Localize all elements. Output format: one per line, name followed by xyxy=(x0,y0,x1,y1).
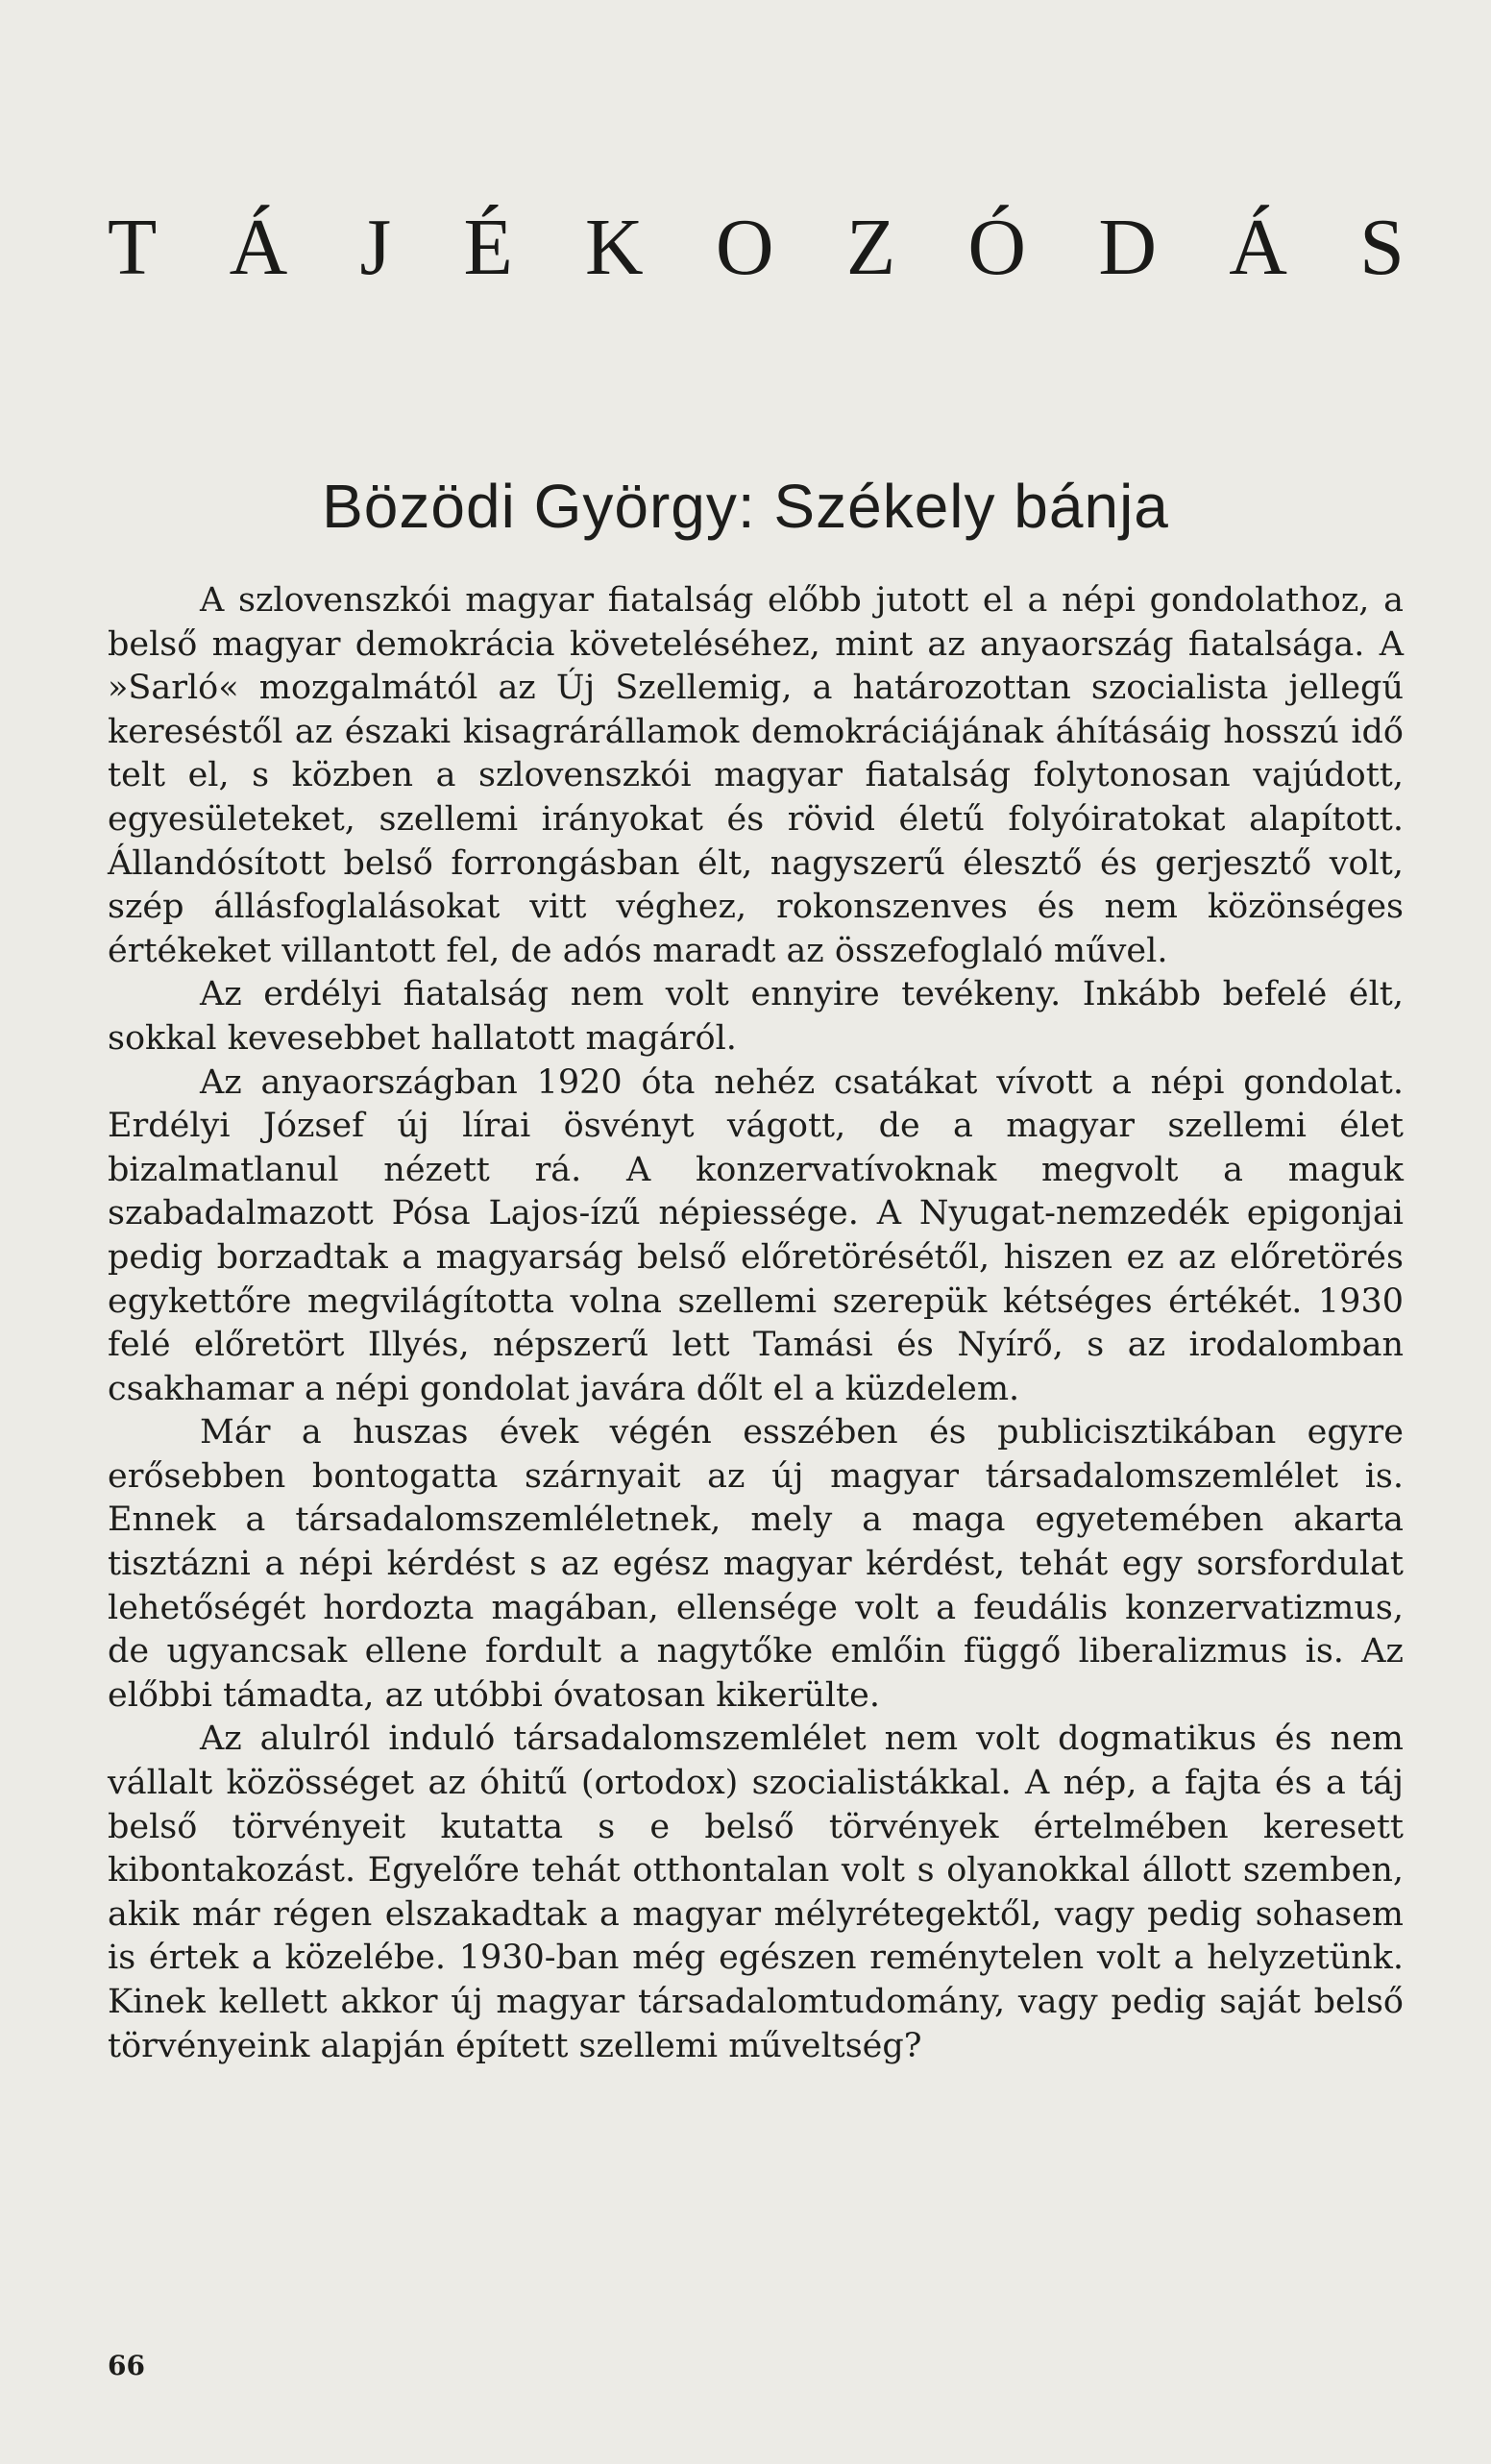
section-title-letter: T xyxy=(108,203,158,292)
section-title-letter: Ó xyxy=(967,203,1027,292)
paragraph: A szlovenszkói magyar fiatalság előbb jutott el a népi gondolathoz, a belső magyar demokrácia követeléséhez, mint az anyaország fiatalsága. A »Sarló« mozgalmától az Új Szellemig, a határozottan szocialista jellegű kereséstől az északi kisagrárállamok demokráciájának áhításáig hosszú idő telt el, s közben a szlovenszkói magyar fiatalság folytonosan vajúdott, egyesületeket, szellemi irányokat és rövid életű folyóiratokat alapított. Állandósított belső forrongásban élt, nagyszerű élesztő és gerjesztő volt, szép állásfoglalásokat vitt véghez, rokonszenves és nem közönséges értékeket villantott fel, de adós maradt az összefoglaló művel. xyxy=(108,581,1404,970)
section-title-letter: K xyxy=(585,203,644,292)
section-title xyxy=(108,200,1405,296)
section-title-letter: D xyxy=(1098,203,1157,292)
section-title-letter: O xyxy=(715,203,774,292)
paragraph: Az erdélyi fiatalság nem volt ennyire tevékeny. Inkább befelé élt, sokkal kevesebbet hallatott magáról. xyxy=(108,975,1404,1058)
paragraph: Már a huszas évek végén esszében és publicisztikában egyre erősebben bontogatta szárnyait az új magyar társadalomszemlélet is. Ennek a társadalomszemléletnek, mely a maga egyetemében akarta tisztázni a népi kérdést s az egész magyar kérdést, tehát egy sorsfordulat lehetőségét hordozta magában, ellensége volt a feudális konzervatizmus, de ugyancsak ellene fordult a nagytőke emlőin függő liberalizmus is. Az előbbi támadta, az utóbbi óvatosan kikerülte. xyxy=(108,1413,1404,1715)
section-title-letter: Á xyxy=(229,203,288,292)
paragraph: Az alulról induló társadalomszemlélet nem volt dogmatikus és nem vállalt közösséget az óhitű (ortodox) szocialistákkal. A nép, a fajta és a táj belső törvényeit kutatta s e belső törvények értelmében keresett kibontakozást. Egyelőre tehát otthontalan volt s olyanokkal állott szemben, akik már régen elszakadtak a magyar mélyrétegektől, vagy pedig sohasem is értek a közelébe. 1930-ban még egészen reménytelen volt a helyzetünk. Kinek kellett akkor új magyar társadalomtudomány, vagy pedig saját belső törvényeink alapján épített szellemi műveltség? xyxy=(108,1720,1404,2065)
page-number: 66 xyxy=(108,2350,145,2381)
section-title-letter: É xyxy=(463,203,513,292)
section-title-letter: S xyxy=(1359,203,1405,292)
article-body xyxy=(108,579,1404,2068)
section-title-letter: Z xyxy=(845,203,896,292)
article-title: Bözödi György: Székely bánja xyxy=(322,472,1169,541)
section-title-letter: Á xyxy=(1229,203,1287,292)
section-title-letter: J xyxy=(359,203,392,292)
paragraph: Az anyaországban 1920 óta nehéz csatákat vívott a népi gondolat. Erdélyi József új lírai ösvényt vágott, de a magyar szellemi élet bizalmatlanul nézett rá. A konzervatívoknak megvolt a maguk szabadalmazott Pósa Lajos-ízű népiessége. A Nyugat-nemzedék epigonjai pedig borzadtak a magyarság belső előretörésétől, hiszen ez az előretörés egykettőre megvilágította volna szellemi szerepük kétséges értékét. 1930 felé előretört Illyés, népszerű lett Tamási és Nyírő, s az irodalomban csakhamar a népi gondolat javára dőlt el a küzdelem. xyxy=(108,1062,1404,1408)
